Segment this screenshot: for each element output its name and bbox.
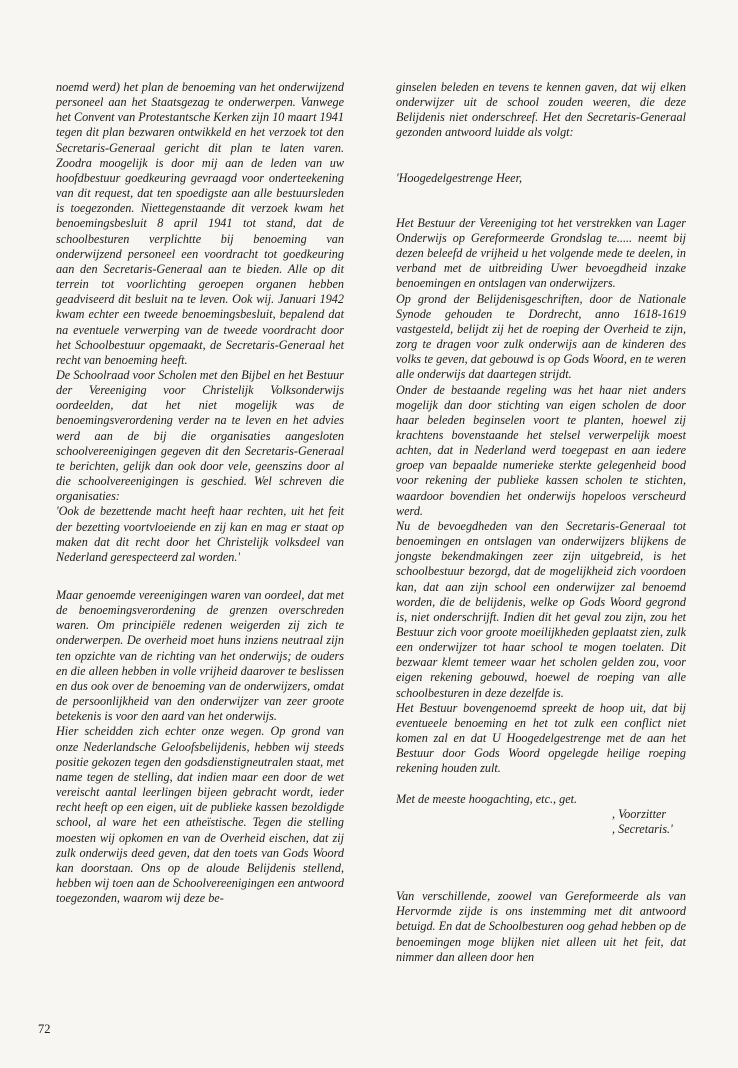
letter-paragraph-1: Het Bestuur der Vereeniging tot het verstrekken van Lager Onderwijs op Gereformeerde Grondslag te..... neemt bij dezen beleefd de vrijheid u het volgende mede te deelen, in verband met de uitbreiding Uwer bevoegdheid inzake benoemingen en ontslagen van onderwijzers.	[396, 215, 686, 291]
letter-closing: Met de meeste hoogachting, etc., get.	[396, 791, 578, 806]
letter-paragraph-5: Het Bestuur bovengenoemd spreekt de hoop uit, dat bij eventueele benoeming en het tot zulk een conflict niet komen zal en dat U Hoogedelgestrenge met de aan het Bestuur door Gods Woord opgelegde heilige roeping rekening houden zult.	[396, 700, 686, 776]
right-paragraph-1: ginselen beleden en tevens te kennen gaven, dat wij elken onderwijzer uit de school zouden weeren, die deze Belijdenis niet onderschreef. Het den Secretaris-Generaal gezonden antwoord luidde als volgt:	[396, 80, 686, 140]
letter-paragraph-4: Nu de bevoegdheden van den Secretaris-Generaal tot benoemingen en ontslagen van onderwijzers blijkens de jongste bekendmakingen zeer zijn uitgebreid, is het schoolbestuur bezorgd, dat de mogelijkheid zich voordoen kan, dat aan zijn school een onderwijzer zal benoemd worden, die de belijdenis, welke op Gods Woord gegrond is, niet onderschrijft. Indien dit het geval zou zijn, zou het Bestuur zich voor groote moeilijkheden geplaatst zien, zulk een onderwijzer tot haar school te mogen toelaten. Dit bezwaar klemt temeer waar het scholen gelden zou, voor eigen rekening gebouwd, hoewel de roeping van alle schoolbesturen in deze dezelfde is.	[396, 518, 686, 700]
signature-secretary: , Secretaris.'	[612, 821, 673, 836]
letter-paragraph-2: Op grond der Belijdenisgeschriften, door de Nationale Synode gehouden te Dordrecht, anno 1618-1619 vastgesteld, belijdt zij het de roeping der Overheid te zijn, zorg te dragen voor zulk onderwijs aan de kinderen des volks te geven, dat gebouwd is op Gods Woord, en te weren alle onderwijs dat daartegen strijdt.	[396, 291, 686, 382]
letter-salutation: 'Hoogedelgestrenge Heer,	[396, 170, 523, 185]
letter-paragraph-3: Onder de bestaande regeling was het haar niet anders mogelijk dan door stichting van eigen scholen de door haar beleden beginselen voort te planten, hoewel zij krachtens bovenstaande het stelsel verwerpelijk moest achten, dat in Nederland werd toegepast en aan iedere groep van bepaalde numerieke sterkte gelegenheid bood voor rekening der publieke kassen scholen te stichten, waardoor bovendien het onderwijs hopeloos verscheurd werd.	[396, 382, 686, 518]
left-column	[56, 80, 344, 906]
left-paragraph-2: De Schoolraad voor Scholen met den Bijbel en het Bestuur der Vereeniging voor Christelijk Volksonderwijs oordeelden, dat het niet mogelijk was de benoemingsverordening verder na te leven en het advies werd aan de bij die organisaties aangesloten schoolvereenigingen gegeven dit den Secretaris-Generaal te berichten, gelijk dan ook door vele, geenszins door al die schoolvereenigingen is geschied. Wel schreven die organisaties:	[56, 367, 344, 504]
left-paragraph-4: Maar genoemde vereenigingen waren van oordeel, dat met de benoemingsverordening de grenzen overschreden waren. Om principiële redenen weigerden zij zich te onderwerpen. De overheid moet huns inziens neutraal zijn ten opzichte van de richting van het onderwijs; de ouders en die alleen hebben in volle vrijheid daarover te beslissen en dus ook over de benoeming van de onderwijzers, omdat de persoonlijkheid van den onderwijzer van zeer groote betekenis is voor den aard van het onderwijs.	[56, 588, 344, 724]
right-paragraph-final: Van verschillende, zoowel van Gereformeerde als van Hervormde zijde is ons instemming met dit antwoord betuigd. En dat de Schoolbesturen oog gehad hebben op de benoemingen moge blijken niet alleen uit het feit, dat nimmer dan alleen door hen	[396, 889, 686, 964]
page-number: 72	[38, 1022, 51, 1036]
left-paragraph-5: Hier scheidden zich echter onze wegen. Op grond van onze Nederlandsche Geloofsbelijdenis, hebben wij steeds positie gekozen tegen den godsdienstigneutralen staat, met name tegen de stelling, dat indien maar een door de wet vereischt aantal leerlingen bijeen gebracht wordt, ieder recht heeft op een eigen, uit de publieke kassen bezoldigde school, al ware het een atheïstische. Tegen die stelling moesten wij opkomen en van de Overheid eischen, dat zij zulk onderwijs deed geven, dat den toets van Gods Woord kan doorstaan. Ons op de aloude Belijdenis stellend, hebben wij toen aan de Schoolvereenigingen een antwoord toegezonden, waarom wij deze be-	[56, 724, 344, 906]
left-quote: 'Ook de bezettende macht heeft haar rechten, uit het feit der bezetting voortvloeiende en zij kan en mag er staat op maken dat dit recht door het Christelijk volksdeel van Nederland gerespecteerd zal worden.'	[56, 504, 344, 564]
left-paragraph-1: noemd werd) het plan de benoeming van het onderwijzend personeel aan het Staatsgezag te onderwerpen. Vanwege het Convent van Protestantsche Kerken zijn 10 maart 1941 tegen dit plan bezwaren ontwikkeld en het verzoek tot den Secretaris-Generaal gericht dit plan te laten varen. Zoodra moogelijk is door mij aan de leden van uw hoofdbestuur goedkeuring gevraagd voor onderteekening van dit request, dat ten spoedigste aan alle bestuursleden is toegezonden. Niettegenstaande dit verzoek kwam het benoemingsbesluit 8 april 1941 tot stand, dat de schoolbesturen verplichtte bij benoeming van onderwijzend personeel een voordracht tot goedkeuring aan den Secretaris-Generaal aan te bieden. Alle op dit terrein tot voorlichting geroepen organen hebben geadviseerd dit besluit na te leven. Ook wij. Januari 1942 kwam echter een tweede benoemingsbesluit, bepalend dat na eventuele verwerping van de tweede voordracht door het Schoolbestuur opgemaakt, de Secretaris-Generaal het recht van benoeming heeft.	[56, 80, 344, 367]
signature-chairman: , Voorzitter	[612, 806, 667, 821]
right-column	[396, 80, 686, 965]
